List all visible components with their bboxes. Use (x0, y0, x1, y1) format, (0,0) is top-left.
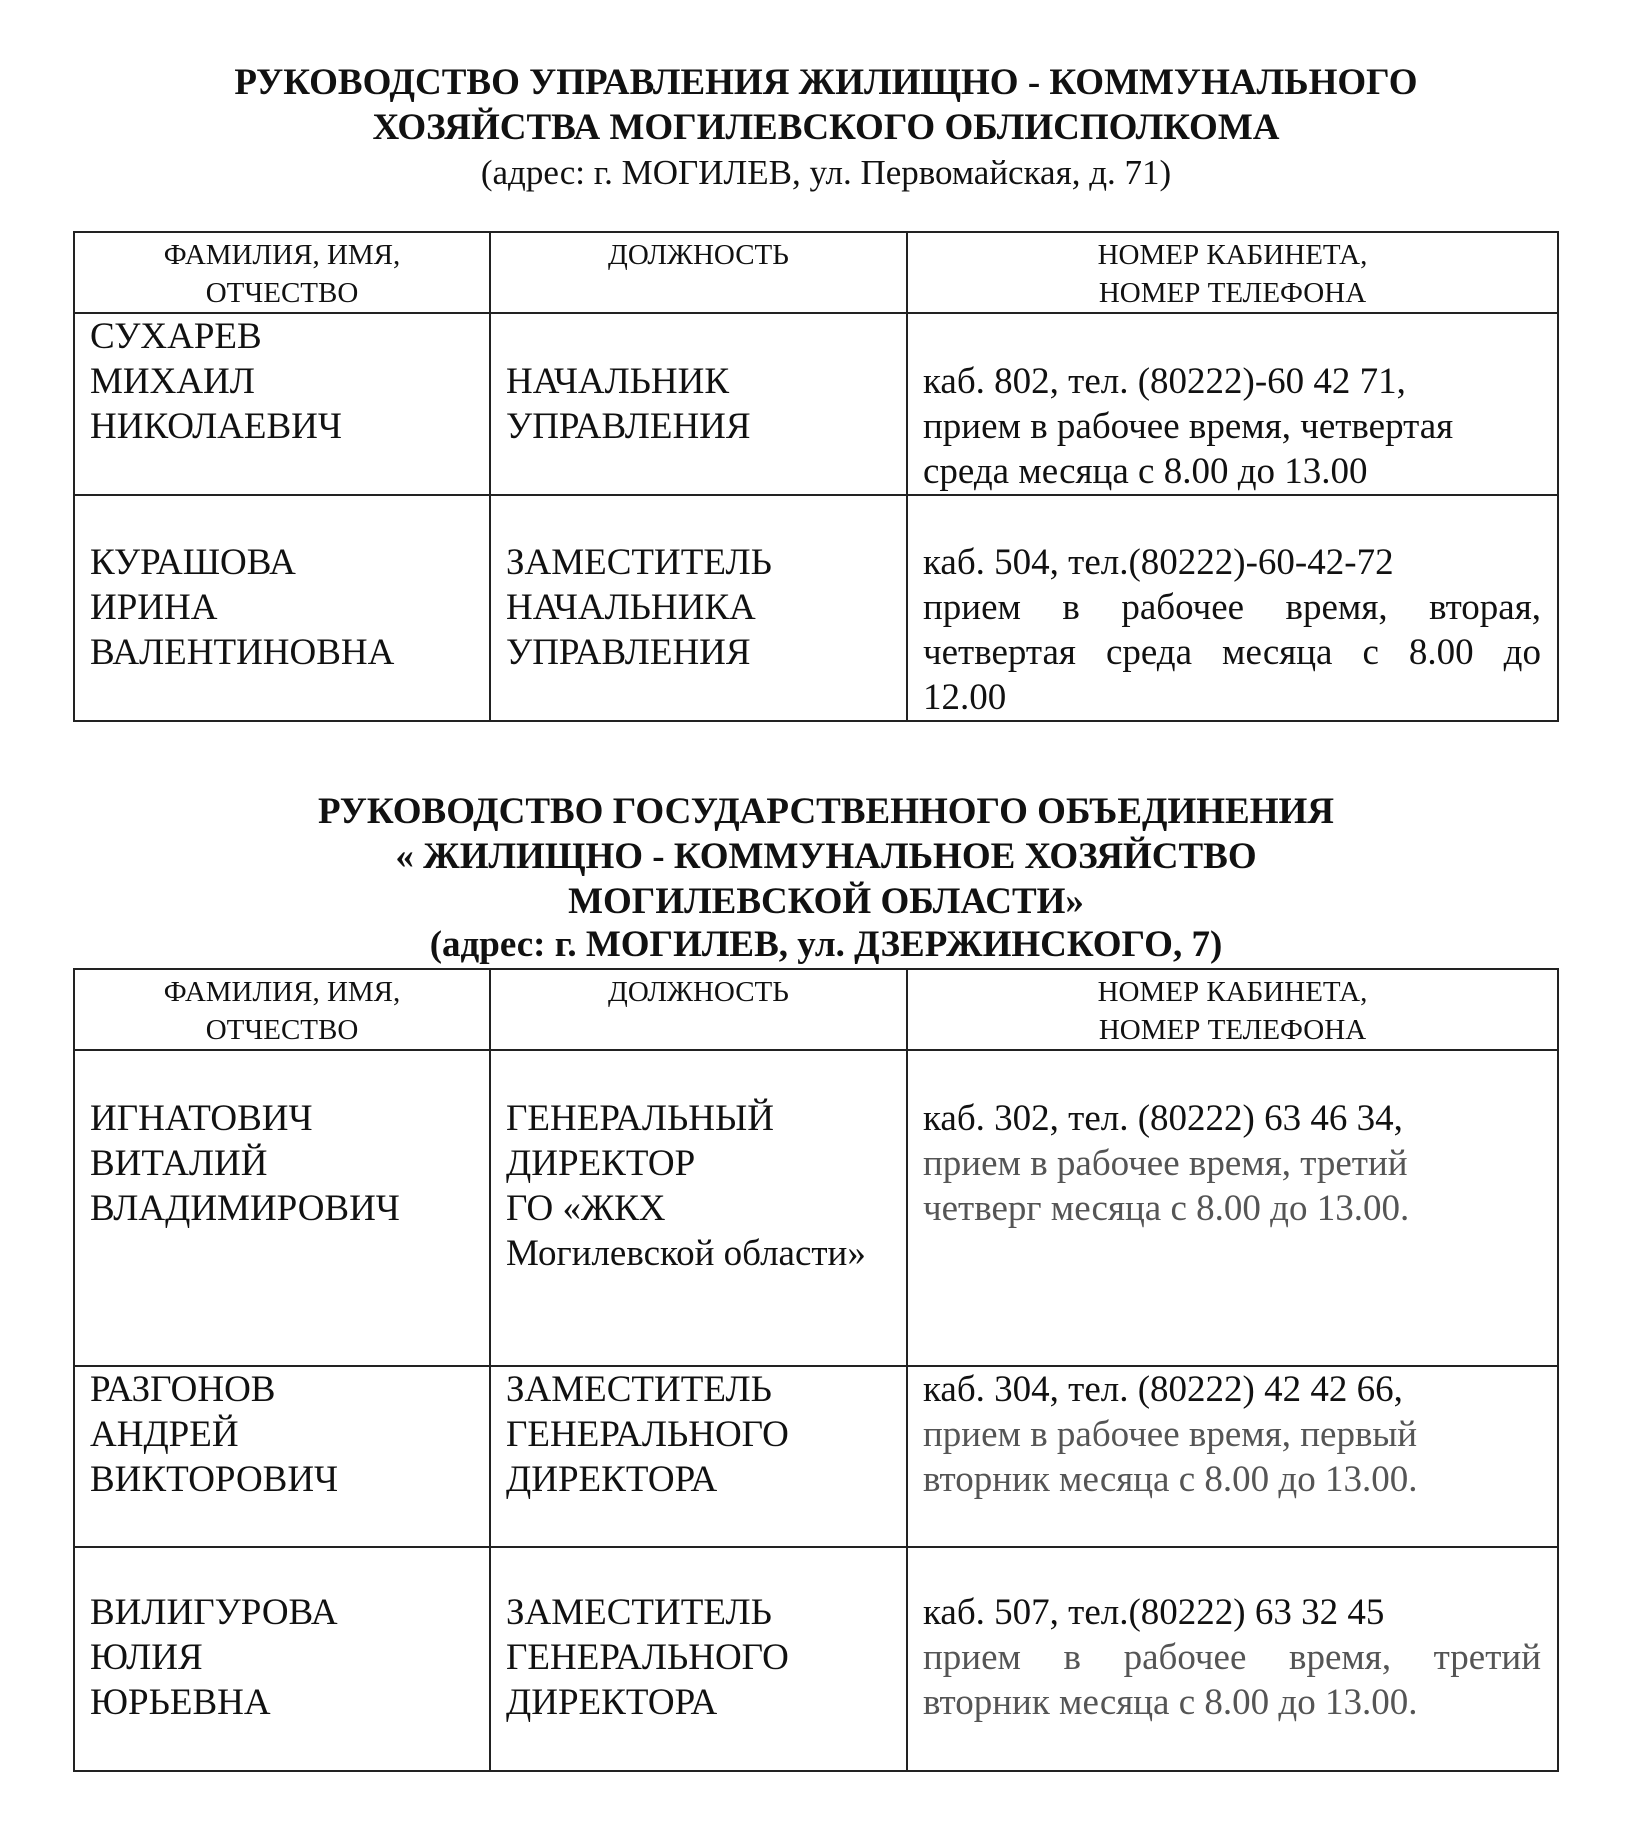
person-name (74, 1050, 490, 1366)
name-line: ЮЛИЯ (90, 1637, 203, 1678)
contact-line: вторник месяца с 8.00 до 13.00. (923, 1682, 1418, 1723)
table-row (74, 1050, 1558, 1366)
header-name-line1: ФАМИЛИЯ, ИМЯ, (163, 239, 401, 271)
section1-title-line2: ХОЗЯЙСТВА МОГИЛЕВСКОГО ОБЛИСПОЛКОМА (372, 107, 1280, 148)
position-line: ЗАМЕСТИТЕЛЬ (506, 1592, 772, 1633)
name-line: КУРАШОВА (90, 542, 296, 583)
position-line: ГО «ЖКХ (506, 1188, 666, 1229)
contact-line: прием в рабочее время, четвертая (923, 406, 1454, 447)
section2-address: (адрес: г. МОГИЛЕВ, ул. ДЗЕРЖИНСКОГО, 7) (429, 924, 1223, 965)
name-line: ВИКТОРОВИЧ (90, 1459, 339, 1500)
contact-line: прием в рабочее время, третий (923, 1143, 1408, 1184)
header-contact (907, 969, 1558, 1050)
name-line: ЮРЬЕВНА (90, 1682, 271, 1723)
section2-header-row (74, 969, 1558, 1050)
name-line: ВИТАЛИЙ (90, 1143, 268, 1184)
contact-line: каб. 302, тел. (80222) 63 46 34, (923, 1098, 1403, 1139)
contact-line: прием в рабочее время, третий (923, 1637, 1541, 1678)
contact-line: прием в рабочее время, вторая, (923, 587, 1541, 628)
contact-line: каб. 507, тел.(80222) 63 32 45 (923, 1592, 1385, 1633)
section2-title (0, 789, 1652, 924)
name-line: НИКОЛАЕВИЧ (90, 406, 342, 447)
section2-table (73, 968, 1559, 1772)
position-line: НАЧАЛЬНИКА (506, 587, 756, 628)
name-line: АНДРЕЙ (90, 1414, 239, 1455)
position-line: ГЕНЕРАЛЬНЫЙ (506, 1098, 774, 1139)
person-contact (907, 313, 1558, 495)
person-name (74, 1366, 490, 1547)
position-line: УПРАВЛЕНИЯ (506, 632, 751, 673)
contact-line: каб. 802, тел. (80222)-60 42 71, (923, 361, 1406, 402)
header-position (490, 969, 907, 1050)
header-name (74, 232, 490, 313)
name-line: ВЛАДИМИРОВИЧ (90, 1188, 400, 1229)
name-line: РАЗГОНОВ (90, 1369, 276, 1410)
person-contact (907, 1050, 1558, 1366)
table-row (74, 1366, 1558, 1547)
contact-line: каб. 504, тел.(80222)-60-42-72 (923, 542, 1394, 583)
header-contact-line1: НОМЕР КАБИНЕТА, (1097, 239, 1368, 271)
person-name (74, 313, 490, 495)
header-position (490, 232, 907, 313)
header-position-label: ДОЛЖНОСТЬ (608, 239, 789, 271)
person-name (74, 1547, 490, 1771)
header-position-label: ДОЛЖНОСТЬ (608, 976, 789, 1008)
name-line: МИХАИЛ (90, 361, 255, 402)
position-line: ЗАМЕСТИТЕЛЬ (506, 1369, 772, 1410)
person-position (490, 495, 907, 721)
header-name-line1: ФАМИЛИЯ, ИМЯ, (163, 976, 401, 1008)
section2-title-line1: РУКОВОДСТВО ГОСУДАРСТВЕННОГО ОБЪЕДИНЕНИЯ (318, 791, 1334, 832)
position-line: ГЕНЕРАЛЬНОГО (506, 1414, 789, 1455)
contact-line: среда месяца с 8.00 до 13.00 (923, 451, 1368, 492)
header-name-line2: ОТЧЕСТВО (205, 1014, 359, 1046)
contact-line: четверг месяца с 8.00 до 13.00. (923, 1188, 1410, 1229)
name-line: ИГНАТОВИЧ (90, 1098, 313, 1139)
position-line: УПРАВЛЕНИЯ (506, 406, 751, 447)
table-row (74, 313, 1558, 495)
name-line: ВИЛИГУРОВА (90, 1592, 338, 1633)
name-line: СУХАРЕВ (90, 316, 262, 357)
position-line: ДИРЕКТОР (506, 1143, 696, 1184)
position-line: ДИРЕКТОРА (506, 1459, 718, 1500)
section1-header-row (74, 232, 1558, 313)
header-name-line2: ОТЧЕСТВО (205, 277, 359, 309)
person-contact (907, 1366, 1558, 1547)
contact-line: каб. 304, тел. (80222) 42 42 66, (923, 1369, 1403, 1410)
header-contact-line2: НОМЕР ТЕЛЕФОНА (1098, 1014, 1367, 1046)
person-position (490, 1050, 907, 1366)
name-line: ИРИНА (90, 587, 218, 628)
position-line: ЗАМЕСТИТЕЛЬ (506, 542, 772, 583)
section1-title-line1: РУКОВОДСТВО УПРАВЛЕНИЯ ЖИЛИЩНО - КОММУНАЛЬНОГО (234, 62, 1418, 103)
header-contact-line2: НОМЕР ТЕЛЕФОНА (1098, 277, 1367, 309)
position-line: Могилевской области» (506, 1233, 866, 1274)
person-position (490, 313, 907, 495)
section2-title-line2: « ЖИЛИЩНО - КОММУНАЛЬНОЕ ХОЗЯЙСТВО (395, 836, 1257, 877)
position-line: НАЧАЛЬНИК (506, 361, 730, 402)
section1-table (73, 231, 1559, 722)
name-line: ВАЛЕНТИНОВНА (90, 632, 395, 673)
table-row (74, 495, 1558, 721)
header-contact-line1: НОМЕР КАБИНЕТА, (1097, 976, 1368, 1008)
header-name (74, 969, 490, 1050)
header-contact (907, 232, 1558, 313)
contact-line: четвертая среда месяца с 8.00 до (923, 632, 1541, 673)
contact-line: прием в рабочее время, первый (923, 1414, 1418, 1455)
person-contact (907, 495, 1558, 721)
person-position (490, 1547, 907, 1771)
section2-title-line3: МОГИЛЕВСКОЙ ОБЛАСТИ» (568, 881, 1084, 922)
contact-line: 12.00 (923, 677, 1007, 718)
section1-title (0, 60, 1652, 150)
table-row (74, 1547, 1558, 1771)
section1-address: (адрес: г. МОГИЛЕВ, ул. Первомайская, д. 71) (480, 153, 1172, 192)
person-contact (907, 1547, 1558, 1771)
position-line: ДИРЕКТОРА (506, 1682, 718, 1723)
contact-line: вторник месяца с 8.00 до 13.00. (923, 1459, 1418, 1500)
person-position (490, 1366, 907, 1547)
position-line: ГЕНЕРАЛЬНОГО (506, 1637, 789, 1678)
person-name (74, 495, 490, 721)
